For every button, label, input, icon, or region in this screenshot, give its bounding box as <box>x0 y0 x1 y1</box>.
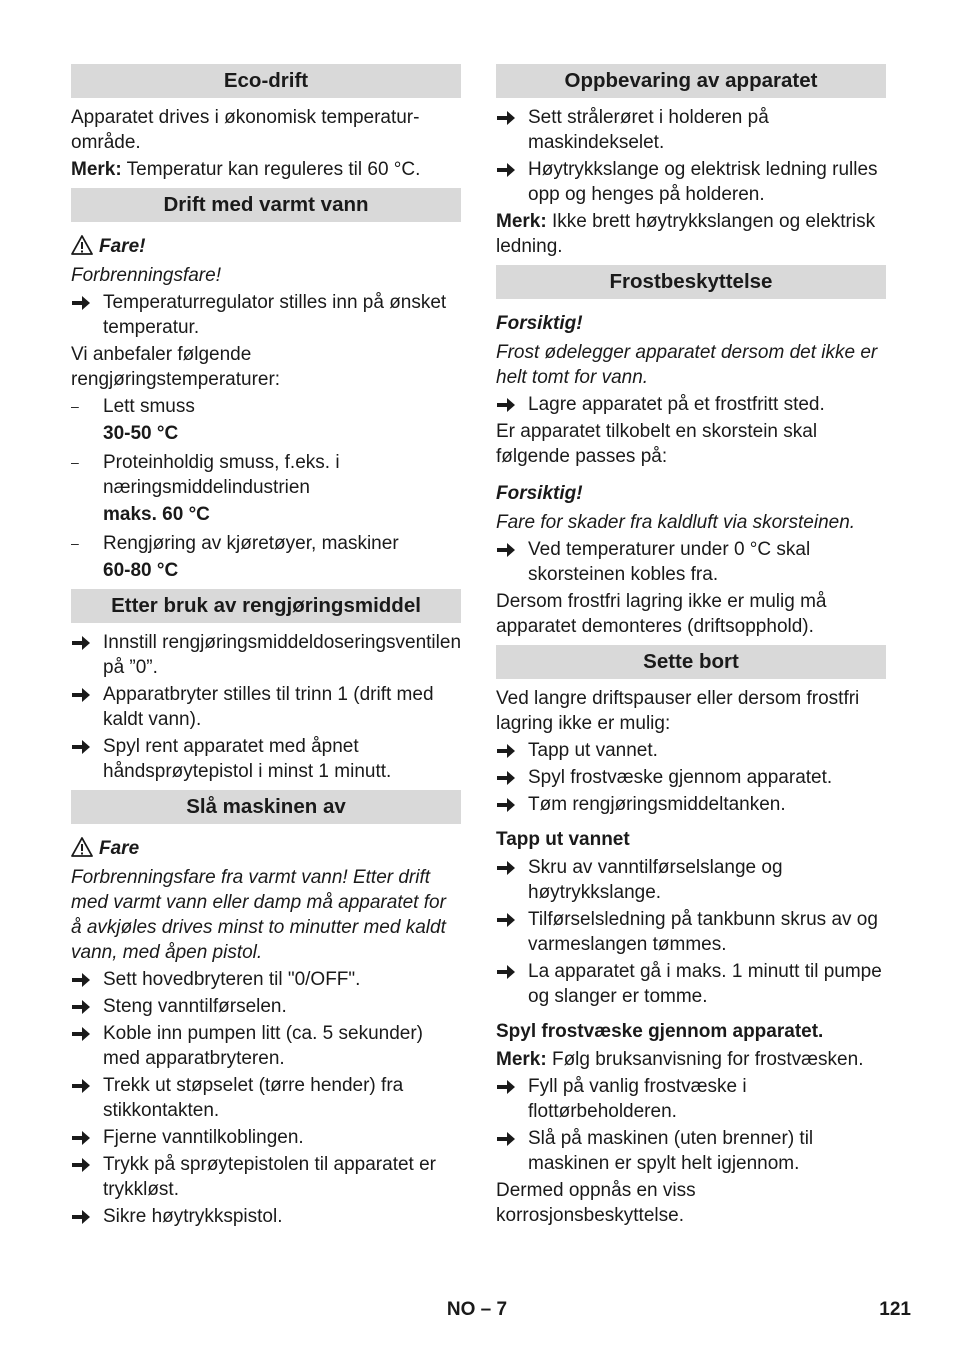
temperature-value: 60-80 °C <box>103 560 179 581</box>
antifreeze-note <box>496 1047 886 1072</box>
section-title-etter-bruk: Etter bruk av rengjøringsmiddel <box>71 589 461 623</box>
arrow-right-icon <box>71 294 91 312</box>
instruction-step: La apparatet gå i maks. 1 minutt til pumpe og slanger er tomme. <box>496 959 886 1009</box>
arrow-right-icon <box>71 971 91 989</box>
arrow-right-icon <box>496 769 516 787</box>
temperature-value: maks. 60 °C <box>103 504 210 525</box>
section-title-eco-drift: Eco-drift <box>71 64 461 98</box>
arrow-right-icon <box>71 1077 91 1095</box>
instruction-step: Spyl frostvæske gjennom apparatet. <box>496 765 886 790</box>
warning-triangle-icon <box>71 235 93 255</box>
arrow-right-icon <box>496 742 516 760</box>
arrow-right-icon <box>496 796 516 814</box>
note-text: Følg bruksanvisning for frostvæsken. <box>546 1049 864 1070</box>
arrow-right-icon <box>496 963 516 981</box>
arrow-right-icon <box>496 161 516 179</box>
instruction-step: Trekk ut støpselet (tørre hender) fra stikkontakten. <box>71 1073 461 1123</box>
section-title-frostbeskyttelse: Frostbeskyttelse <box>496 265 886 299</box>
instruction-step: Fyll på vanlig frostvæske i flottørbeholderen. <box>496 1074 886 1124</box>
warning-triangle-icon <box>71 837 93 857</box>
instruction-step: Tøm rengjøringsmiddeltanken. <box>496 792 886 817</box>
caution-text: Fare for skader fra kaldluft via skorsteinen. <box>496 512 856 533</box>
frost-text: Dersom frostfri lagring ikke er mulig må apparatet demonteres (driftsopphold). <box>496 591 827 637</box>
instruction-step: Fjerne vanntilkoblingen. <box>71 1125 461 1150</box>
section-title-oppbevaring: Oppbevaring av apparatet <box>496 64 886 98</box>
arrow-right-icon <box>71 686 91 704</box>
temperature-value: 30-50 °C <box>103 423 179 444</box>
dash-bullet: – <box>71 398 79 414</box>
instruction-step: Spyl rent apparatet med åpnet håndsprøytepistol i minst 1 minutt. <box>71 734 461 784</box>
section-title-sla-maskinen-av: Slå maskinen av <box>71 790 461 824</box>
instruction-step: Slå på maskinen (uten brenner) til maskinen er spylt helt igjennom. <box>496 1126 886 1176</box>
note-label: Merk: <box>496 1049 547 1070</box>
instruction-step: Koble inn pumpen litt (ca. 5 sekunder) med apparatbryteren. <box>71 1021 461 1071</box>
arrow-right-icon <box>496 859 516 877</box>
danger-heading <box>71 234 461 259</box>
instruction-step: Sett strålerøret i holderen på maskindekselet. <box>496 105 886 155</box>
arrow-right-icon <box>71 1129 91 1147</box>
instruction-step: Apparatbryter stilles til trinn 1 (drift med kaldt vann). <box>71 682 461 732</box>
footer-section-label: NO – 7 <box>446 1299 508 1320</box>
arrow-right-icon <box>496 911 516 929</box>
instruction-step: Innstill rengjøringsmiddeldoseringsventilen på ”0”. <box>71 630 461 680</box>
arrow-right-icon <box>71 1156 91 1174</box>
arrow-right-icon <box>496 396 516 414</box>
instruction-step: Trykk på sprøytepistolen til apparatet er trykkløst. <box>71 1152 461 1202</box>
note-text: Temperatur kan reguleres til 60 °C. <box>121 159 421 180</box>
arrow-right-icon <box>71 1025 91 1043</box>
arrow-right-icon <box>496 109 516 127</box>
danger-label: Fare! <box>99 236 146 257</box>
instruction-step: Ved temperaturer under 0 °C skal skorsteinen kobles fra. <box>496 537 886 587</box>
instruction-step: Lagre apparatet på et frostfritt sted. <box>496 392 886 417</box>
left-column <box>71 64 461 1231</box>
corrosion-text: Dermed oppnås en viss korrosjonsbeskyttelse. <box>496 1180 696 1226</box>
subheading-tapp-ut-vannet: Tapp ut vannet <box>496 829 630 850</box>
instruction-step: Temperaturregulator stilles inn på ønsket temperatur. <box>71 290 461 340</box>
storage-note <box>496 209 886 259</box>
instruction-step: Høytrykkslange og elektrisk ledning rulles opp og henges på holderen. <box>496 157 886 207</box>
note-label: Merk: <box>71 159 122 180</box>
arrow-right-icon <box>71 998 91 1016</box>
dash-bullet: – <box>71 535 79 551</box>
arrow-right-icon <box>496 1130 516 1148</box>
arrow-right-icon <box>496 1078 516 1096</box>
instruction-step: Sikre høytrykkspistol. <box>71 1204 461 1229</box>
instruction-step: Sett hovedbryteren til "0/OFF". <box>71 967 461 992</box>
caution-heading: Forsiktig! <box>496 313 583 334</box>
eco-text: Apparatet drives i økonomisk temperatur-område. <box>71 107 420 153</box>
danger-text: Forbrenningsfare fra varmt vann! Etter drift med varmt vann eller damp må apparatet for å avkjøles drives minst to minutter med kaldt vann, med åpen pistol. <box>71 867 446 963</box>
instruction-step: Steng vanntilførselen. <box>71 994 461 1019</box>
list-item: – Rengjøring av kjøretøyer, maskiner <box>71 533 399 554</box>
danger-heading <box>71 836 461 861</box>
list-item: – Lett smuss <box>71 396 195 417</box>
arrow-right-icon <box>71 1208 91 1226</box>
right-column <box>496 64 886 1230</box>
arrow-right-icon <box>496 541 516 559</box>
eco-note <box>71 157 461 182</box>
caution-heading: Forsiktig! <box>496 483 583 504</box>
danger-label: Fare <box>99 838 140 859</box>
instruction-step: Skru av vanntilførselslange og høytrykkslange. <box>496 855 886 905</box>
dash-bullet: – <box>71 454 79 470</box>
instruction-step: Tapp ut vannet. <box>496 738 886 763</box>
instruction-step: Tilførselsledning på tankbunn skrus av og varmeslangen tømmes. <box>496 907 886 957</box>
list-item: – Proteinholdig smuss, f.eks. i næringsmiddelindustrien <box>71 452 340 498</box>
temperature-intro: Vi anbefaler følgende rengjøringstemperaturer: <box>71 344 281 390</box>
subheading-spyl-frostvaeske: Spyl frostvæske gjennom apparatet. <box>496 1021 824 1042</box>
sette-bort-intro: Ved langre driftspauser eller dersom frostfri lagring ikke er mulig: <box>496 688 860 734</box>
note-text: Ikke brett høytrykkslangen og elektrisk ledning. <box>496 211 876 257</box>
danger-text: Forbrenningsfare! <box>71 265 221 286</box>
chimney-text: Er apparatet tilkobelt en skorstein skal følgende passes på: <box>496 421 818 467</box>
section-title-drift-varmt-vann: Drift med varmt vann <box>71 188 461 222</box>
section-title-sette-bort: Sette bort <box>496 645 886 679</box>
arrow-right-icon <box>71 738 91 756</box>
note-label: Merk: <box>496 211 547 232</box>
arrow-right-icon <box>71 634 91 652</box>
caution-text: Frost ødelegger apparatet dersom det ikke er helt tomt for vann. <box>496 342 878 388</box>
page-number: 121 <box>879 1299 911 1320</box>
